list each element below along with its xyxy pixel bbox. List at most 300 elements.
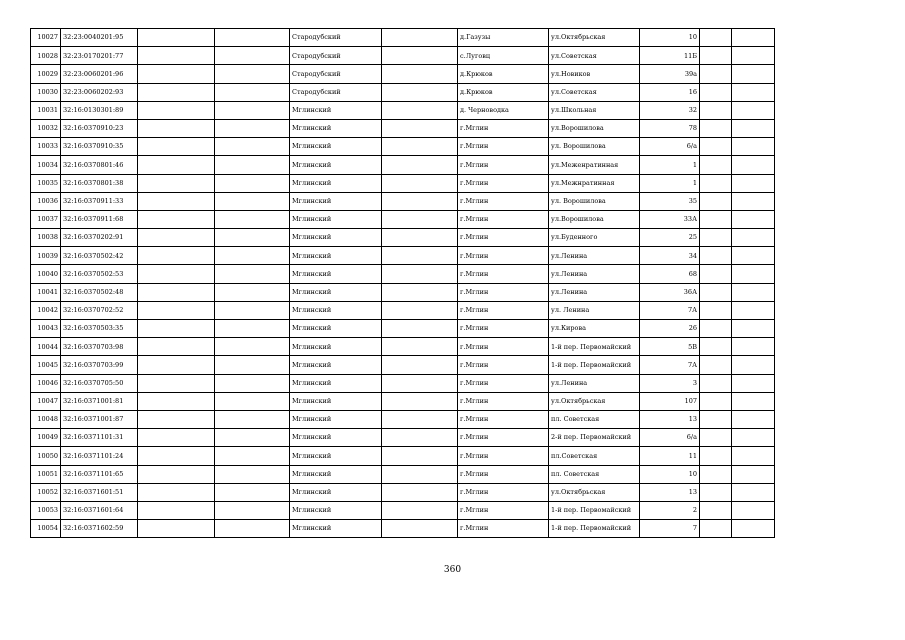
locality-cell: г.Мглин (458, 119, 549, 137)
empty-cell (732, 501, 775, 519)
house-number-cell: 36А (640, 283, 700, 301)
empty-cell (732, 483, 775, 501)
table-row (31, 29, 775, 47)
house-number-cell: 34 (640, 247, 700, 265)
table-row (31, 283, 775, 301)
empty-cell (138, 247, 215, 265)
cadastral-number-cell: 32:16:0370502:42 (61, 247, 138, 265)
empty-cell (215, 119, 290, 137)
empty-cell (700, 374, 732, 392)
house-number-cell: 3 (640, 374, 700, 392)
house-number-cell: 78 (640, 119, 700, 137)
cadastral-number-cell: 32:16:0371001:87 (61, 410, 138, 428)
empty-cell (138, 501, 215, 519)
street-cell: ул.Кирова (549, 320, 640, 338)
street-cell: 1-й пер. Первомайский (549, 501, 640, 519)
empty-cell (215, 101, 290, 119)
district-cell: Мглинский (290, 301, 382, 319)
house-number-cell: 25 (640, 229, 700, 247)
row-number-cell: 10049 (31, 429, 61, 447)
locality-cell: г.Мглин (458, 483, 549, 501)
house-number-cell: 32 (640, 101, 700, 119)
street-cell: ул.Ленина (549, 265, 640, 283)
empty-cell (382, 338, 458, 356)
empty-cell (732, 101, 775, 119)
house-number-cell: 26 (640, 320, 700, 338)
empty-cell (138, 320, 215, 338)
empty-cell (700, 356, 732, 374)
street-cell: 1-й пер. Первомайский (549, 520, 640, 538)
empty-cell (732, 301, 775, 319)
locality-cell: г.Мглин (458, 501, 549, 519)
street-cell: ул.Октябрьская (549, 29, 640, 47)
cadastral-number-cell: 32:16:0370202:91 (61, 229, 138, 247)
house-number-cell: 10 (640, 29, 700, 47)
table-row (31, 265, 775, 283)
empty-cell (732, 119, 775, 137)
row-number-cell: 10047 (31, 392, 61, 410)
cadastral-number-cell: 32:16:0370911:33 (61, 192, 138, 210)
locality-cell: г.Мглин (458, 338, 549, 356)
row-number-cell: 10034 (31, 156, 61, 174)
row-number-cell: 10036 (31, 192, 61, 210)
cadastral-number-cell: 32:16:0370910:23 (61, 119, 138, 137)
table-row (31, 247, 775, 265)
row-number-cell: 10044 (31, 338, 61, 356)
empty-cell (138, 410, 215, 428)
empty-cell (700, 229, 732, 247)
district-cell: Мглинский (290, 338, 382, 356)
empty-cell (700, 119, 732, 137)
row-number-cell: 10046 (31, 374, 61, 392)
cadastral-number-cell: 32:16:0371101:31 (61, 429, 138, 447)
empty-cell (700, 47, 732, 65)
cadastral-number-cell: 32:16:0371601:64 (61, 501, 138, 519)
empty-cell (732, 392, 775, 410)
house-number-cell: 7 (640, 520, 700, 538)
empty-cell (215, 301, 290, 319)
empty-cell (138, 210, 215, 228)
empty-cell (382, 29, 458, 47)
empty-cell (382, 447, 458, 465)
empty-cell (700, 501, 732, 519)
empty-cell (215, 138, 290, 156)
empty-cell (215, 429, 290, 447)
empty-cell (215, 320, 290, 338)
locality-cell: г.Мглин (458, 283, 549, 301)
house-number-cell: 13 (640, 410, 700, 428)
district-cell: Мглинский (290, 156, 382, 174)
house-number-cell: 7А (640, 301, 700, 319)
house-number-cell: 68 (640, 265, 700, 283)
empty-cell (215, 283, 290, 301)
empty-cell (215, 356, 290, 374)
district-cell: Мглинский (290, 483, 382, 501)
table-row (31, 447, 775, 465)
row-number-cell: 10040 (31, 265, 61, 283)
empty-cell (700, 65, 732, 83)
empty-cell (382, 119, 458, 137)
empty-cell (700, 283, 732, 301)
table-row (31, 192, 775, 210)
table-row (31, 83, 775, 101)
row-number-cell: 10028 (31, 47, 61, 65)
empty-cell (138, 83, 215, 101)
district-cell: Мглинский (290, 392, 382, 410)
empty-cell (732, 410, 775, 428)
empty-cell (138, 429, 215, 447)
cadastral-number-cell: 32:16:0370503:35 (61, 320, 138, 338)
empty-cell (215, 374, 290, 392)
district-cell: Мглинский (290, 229, 382, 247)
empty-cell (215, 65, 290, 83)
locality-cell: г.Мглин (458, 429, 549, 447)
empty-cell (138, 520, 215, 538)
empty-cell (700, 138, 732, 156)
cadastral-number-cell: 32:16:0371001:81 (61, 392, 138, 410)
house-number-cell: 5В (640, 338, 700, 356)
house-number-cell: 6/а (640, 138, 700, 156)
empty-cell (382, 501, 458, 519)
street-cell: пл. Советская (549, 465, 640, 483)
locality-cell: г.Мглин (458, 138, 549, 156)
district-cell: Мглинский (290, 192, 382, 210)
row-number-cell: 10045 (31, 356, 61, 374)
street-cell: ул.Советская (549, 83, 640, 101)
locality-cell: г.Мглин (458, 392, 549, 410)
district-cell: Мглинский (290, 465, 382, 483)
empty-cell (732, 356, 775, 374)
row-number-cell: 10050 (31, 447, 61, 465)
street-cell: ул.Ворошилова (549, 210, 640, 228)
empty-cell (215, 229, 290, 247)
cadastral-number-cell: 32:16:0371601:51 (61, 483, 138, 501)
empty-cell (732, 338, 775, 356)
empty-cell (138, 483, 215, 501)
empty-cell (700, 156, 732, 174)
cadastral-number-cell: 32:16:0370703:99 (61, 356, 138, 374)
house-number-cell: 6/а (640, 429, 700, 447)
district-cell: Стародубский (290, 47, 382, 65)
empty-cell (700, 265, 732, 283)
table-row (31, 520, 775, 538)
locality-cell: г.Мглин (458, 320, 549, 338)
row-number-cell: 10027 (31, 29, 61, 47)
empty-cell (732, 47, 775, 65)
house-number-cell: 1 (640, 174, 700, 192)
table-row (31, 229, 775, 247)
table-row (31, 47, 775, 65)
empty-cell (138, 229, 215, 247)
empty-cell (732, 320, 775, 338)
empty-cell (215, 483, 290, 501)
locality-cell: г.Мглин (458, 465, 549, 483)
district-cell: Мглинский (290, 283, 382, 301)
empty-cell (700, 210, 732, 228)
locality-cell: г.Мглин (458, 520, 549, 538)
district-cell: Мглинский (290, 501, 382, 519)
empty-cell (700, 338, 732, 356)
cadastral-number-cell: 32:16:0370702:52 (61, 301, 138, 319)
empty-cell (700, 429, 732, 447)
row-number-cell: 10037 (31, 210, 61, 228)
locality-cell: г.Мглин (458, 174, 549, 192)
empty-cell (215, 83, 290, 101)
district-cell: Мглинский (290, 247, 382, 265)
locality-cell: д.Газузы (458, 29, 549, 47)
empty-cell (138, 465, 215, 483)
empty-cell (138, 174, 215, 192)
cadastral-number-cell: 32:16:0370703:98 (61, 338, 138, 356)
district-cell: Мглинский (290, 174, 382, 192)
registry-table (30, 28, 775, 538)
empty-cell (700, 410, 732, 428)
cadastral-number-cell: 32:16:0370502:53 (61, 265, 138, 283)
empty-cell (215, 156, 290, 174)
street-cell: ул.Буденного (549, 229, 640, 247)
table-row (31, 119, 775, 137)
empty-cell (732, 210, 775, 228)
street-cell: ул.Октябрьская (549, 392, 640, 410)
empty-cell (732, 174, 775, 192)
empty-cell (382, 47, 458, 65)
empty-cell (700, 101, 732, 119)
empty-cell (732, 374, 775, 392)
cadastral-number-cell: 32:23:0060202:93 (61, 83, 138, 101)
empty-cell (732, 447, 775, 465)
street-cell: пл.Советская (549, 447, 640, 465)
table-row (31, 465, 775, 483)
table-row (31, 338, 775, 356)
empty-cell (700, 392, 732, 410)
empty-cell (732, 65, 775, 83)
empty-cell (138, 301, 215, 319)
empty-cell (138, 156, 215, 174)
table-row (31, 483, 775, 501)
street-cell: ул.Ленина (549, 283, 640, 301)
district-cell: Мглинский (290, 119, 382, 137)
district-cell: Мглинский (290, 429, 382, 447)
locality-cell: д.Крюков (458, 83, 549, 101)
empty-cell (138, 29, 215, 47)
empty-cell (700, 247, 732, 265)
cadastral-number-cell: 32:23:0040201:95 (61, 29, 138, 47)
locality-cell: г.Мглин (458, 247, 549, 265)
empty-cell (215, 210, 290, 228)
empty-cell (215, 247, 290, 265)
row-number-cell: 10030 (31, 83, 61, 101)
table-row (31, 320, 775, 338)
cadastral-number-cell: 32:23:0170201:77 (61, 47, 138, 65)
empty-cell (382, 410, 458, 428)
empty-cell (382, 138, 458, 156)
empty-cell (732, 465, 775, 483)
empty-cell (700, 320, 732, 338)
house-number-cell: 11Б (640, 47, 700, 65)
empty-cell (700, 520, 732, 538)
district-cell: Мглинский (290, 410, 382, 428)
empty-cell (700, 447, 732, 465)
house-number-cell: 39а (640, 65, 700, 83)
street-cell: ул. Ленина (549, 301, 640, 319)
empty-cell (215, 47, 290, 65)
row-number-cell: 10031 (31, 101, 61, 119)
street-cell: ул.Октябрьская (549, 483, 640, 501)
empty-cell (382, 101, 458, 119)
empty-cell (382, 265, 458, 283)
locality-cell: д. Черноводка (458, 101, 549, 119)
cadastral-number-cell: 32:16:0370910:35 (61, 138, 138, 156)
street-cell: ул.Ленина (549, 374, 640, 392)
cadastral-number-cell: 32:16:0371101:65 (61, 465, 138, 483)
table-row (31, 101, 775, 119)
empty-cell (215, 174, 290, 192)
empty-cell (382, 247, 458, 265)
district-cell: Мглинский (290, 447, 382, 465)
locality-cell: г.Мглин (458, 356, 549, 374)
locality-cell: г.Мглин (458, 192, 549, 210)
empty-cell (382, 483, 458, 501)
locality-cell: г.Мглин (458, 374, 549, 392)
empty-cell (215, 392, 290, 410)
table-row (31, 392, 775, 410)
street-cell: 1-й пер. Первомайский (549, 356, 640, 374)
street-cell: пл. Советская (549, 410, 640, 428)
house-number-cell: 2 (640, 501, 700, 519)
district-cell: Мглинский (290, 138, 382, 156)
empty-cell (215, 501, 290, 519)
row-number-cell: 10032 (31, 119, 61, 137)
row-number-cell: 10035 (31, 174, 61, 192)
empty-cell (700, 301, 732, 319)
street-cell: ул.Ворошилова (549, 119, 640, 137)
empty-cell (138, 283, 215, 301)
locality-cell: г.Мглин (458, 265, 549, 283)
row-number-cell: 10041 (31, 283, 61, 301)
cadastral-number-cell: 32:16:0130301:89 (61, 101, 138, 119)
empty-cell (382, 156, 458, 174)
table-row (31, 138, 775, 156)
locality-cell: г.Мглин (458, 229, 549, 247)
row-number-cell: 10039 (31, 247, 61, 265)
street-cell: ул.Школьная (549, 101, 640, 119)
cadastral-number-cell: 32:16:0371602:59 (61, 520, 138, 538)
empty-cell (382, 356, 458, 374)
empty-cell (215, 338, 290, 356)
empty-cell (215, 520, 290, 538)
empty-cell (382, 429, 458, 447)
locality-cell: г.Мглин (458, 410, 549, 428)
district-cell: Мглинский (290, 374, 382, 392)
empty-cell (382, 83, 458, 101)
empty-cell (138, 356, 215, 374)
table-row (31, 156, 775, 174)
empty-cell (700, 29, 732, 47)
street-cell: ул.Новиков (549, 65, 640, 83)
table-row (31, 356, 775, 374)
empty-cell (382, 65, 458, 83)
empty-cell (382, 229, 458, 247)
district-cell: Мглинский (290, 520, 382, 538)
street-cell: 1-й пер. Первомайский (549, 338, 640, 356)
table-body (31, 29, 775, 538)
row-number-cell: 10033 (31, 138, 61, 156)
empty-cell (382, 520, 458, 538)
cadastral-number-cell: 32:16:0370801:46 (61, 156, 138, 174)
district-cell: Стародубский (290, 83, 382, 101)
district-cell: Мглинский (290, 101, 382, 119)
district-cell: Мглинский (290, 265, 382, 283)
house-number-cell: 11 (640, 447, 700, 465)
empty-cell (215, 192, 290, 210)
empty-cell (138, 101, 215, 119)
empty-cell (138, 65, 215, 83)
empty-cell (732, 229, 775, 247)
empty-cell (382, 283, 458, 301)
street-cell: ул.Ленина (549, 247, 640, 265)
cadastral-number-cell: 32:23:0060201:96 (61, 65, 138, 83)
empty-cell (732, 265, 775, 283)
empty-cell (700, 83, 732, 101)
empty-cell (732, 192, 775, 210)
empty-cell (138, 265, 215, 283)
street-cell: ул. Ворошилова (549, 192, 640, 210)
district-cell: Стародубский (290, 65, 382, 83)
street-cell: ул.Межнратинная (549, 174, 640, 192)
house-number-cell: 13 (640, 483, 700, 501)
empty-cell (732, 83, 775, 101)
house-number-cell: 1 (640, 156, 700, 174)
empty-cell (215, 410, 290, 428)
locality-cell: г.Мглин (458, 156, 549, 174)
row-number-cell: 10043 (31, 320, 61, 338)
table-row (31, 501, 775, 519)
empty-cell (215, 465, 290, 483)
empty-cell (215, 29, 290, 47)
row-number-cell: 10042 (31, 301, 61, 319)
empty-cell (382, 174, 458, 192)
district-cell: Мглинский (290, 356, 382, 374)
empty-cell (382, 210, 458, 228)
street-cell: ул.Меженратинная (549, 156, 640, 174)
locality-cell: г.Мглин (458, 447, 549, 465)
empty-cell (382, 320, 458, 338)
empty-cell (700, 465, 732, 483)
table-row (31, 429, 775, 447)
table-row (31, 65, 775, 83)
empty-cell (732, 247, 775, 265)
row-number-cell: 10038 (31, 229, 61, 247)
empty-cell (138, 192, 215, 210)
empty-cell (732, 520, 775, 538)
row-number-cell: 10029 (31, 65, 61, 83)
empty-cell (138, 447, 215, 465)
empty-cell (382, 192, 458, 210)
cadastral-number-cell: 32:16:0371101:24 (61, 447, 138, 465)
street-cell: 2-й пер. Первомайский (549, 429, 640, 447)
house-number-cell: 33А (640, 210, 700, 228)
empty-cell (215, 447, 290, 465)
district-cell: Стародубский (290, 29, 382, 47)
empty-cell (382, 465, 458, 483)
row-number-cell: 10053 (31, 501, 61, 519)
empty-cell (732, 138, 775, 156)
empty-cell (138, 374, 215, 392)
empty-cell (382, 301, 458, 319)
locality-cell: г.Мглин (458, 301, 549, 319)
cadastral-number-cell: 32:16:0370911:68 (61, 210, 138, 228)
row-number-cell: 10051 (31, 465, 61, 483)
